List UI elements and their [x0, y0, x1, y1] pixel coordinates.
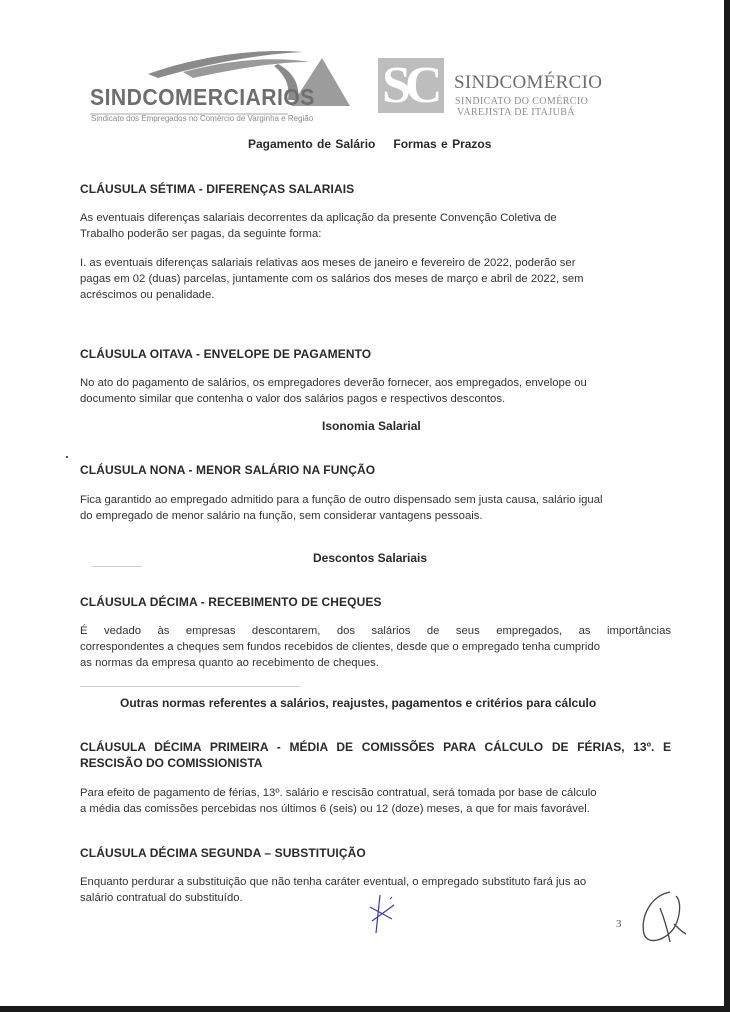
scan-edge-bottom [0, 1006, 730, 1012]
left-logo-name: SINDCOMERCIARIOS [90, 84, 315, 110]
handwritten-initial-icon [368, 893, 398, 937]
handwritten-signature-icon [630, 888, 690, 948]
text-line: documento similar que contenha o valor dos salários pagos e respectivos descontos. [80, 393, 506, 405]
clause-10-heading: CLÁUSULA DÉCIMA - RECEBIMENTO DE CHEQUES [80, 595, 382, 609]
sc-monogram-icon [378, 58, 444, 113]
clause-7-heading: CLÁUSULA SÉTIMA - DIFERENÇAS SALARIAIS [80, 182, 355, 196]
scan-edge-right [724, 0, 730, 1012]
clause-10-paragraph [80, 623, 671, 671]
text-line: É vedado às empresas descontarem, dos salários de seus empregados, as importâncias [80, 625, 671, 637]
text-line: salário contratual do substituído. [80, 892, 243, 904]
heading-line: CLÁUSULA DÉCIMA PRIMEIRA - MÉDIA DE COMISSÕES PARA CÁLCULO DE FÉRIAS, 13º. E [80, 740, 671, 754]
clause-9-heading: CLÁUSULA NONA - MENOR SALÁRIO NA FUNÇÃO [80, 463, 376, 477]
section-outras-normas: Outras normas referentes a salários, reajustes, pagamentos e critérios para cálculo [120, 696, 597, 710]
clause-7-paragraph-1 [80, 210, 671, 242]
clause-9-paragraph [80, 492, 671, 524]
title-part2: Formas e Prazos [393, 137, 492, 151]
text-line: Trabalho poderão ser pagas, da seguinte forma: [80, 228, 322, 240]
text-line: Para efeito de pagamento de férias, 13º. salário e rescisão contratual, será tomada por base de cálculo [80, 787, 597, 799]
heading-line: RESCISÃO DO COMISSIONISTA [80, 756, 263, 770]
text-line: No ato do pagamento de salários, os empregadores deverão fornecer, aos empregados, envelope ou [80, 377, 587, 389]
clause-8-paragraph [80, 375, 671, 407]
clause-7-paragraph-2 [80, 255, 671, 303]
text-line: a média das comissões percebidas nos últimos 6 (seis) ou 12 (doze) meses, a que for mais favorável. [80, 803, 590, 815]
section-isonomia: Isonomia Salarial [322, 419, 421, 433]
text-line: I. as eventuais diferenças salariais relativas aos meses de janeiro e fevereiro de 2022, poderão ser [80, 257, 576, 269]
scan-artifact-line [80, 686, 300, 687]
text-line: do empregado de menor salário na função, sem considerar vantagens pessoais. [80, 510, 483, 522]
scan-speck [66, 456, 68, 458]
sc-monogram-text: SC [382, 58, 437, 113]
page-title [248, 137, 491, 151]
right-logo-sub2: VAREJISTA DE ITAJUBÁ [457, 107, 575, 118]
right-logo-name: SINDCOMÉRCIO [454, 72, 603, 93]
sindcomercio-logo [378, 58, 638, 118]
clause-11-heading [80, 739, 671, 771]
page-number: 3 [616, 918, 622, 930]
clause-11-paragraph [80, 785, 671, 817]
title-part1: Pagamento de Salário [248, 137, 376, 151]
text-line: as normas da empresa quanto ao recebimento de cheques. [80, 657, 379, 669]
text-line: pagas em 02 (duas) parcelas, juntamente com os salários dos meses de março e abril de 2022, sem [80, 273, 584, 285]
text-line: correspondentes a cheques sem fundos recebidos de clientes, desde que o empregado tenha cumprido [80, 641, 600, 653]
text-line: Fica garantido ao empregado admitido para a função de outro dispensado sem justa causa, salário igual [80, 494, 603, 506]
text-line: Enquanto perdurar a substituição que não tenha caráter eventual, o empregado substituto fará jus ao [80, 876, 587, 888]
clause-12-heading: CLÁUSULA DÉCIMA SEGUNDA – SUBSTITUIÇÃO [80, 846, 366, 860]
section-descontos: Descontos Salariais [313, 551, 428, 565]
left-logo-tagline: Sindicato dos Empregados no Comércio de Varginha e Região [91, 114, 314, 123]
text-line: As eventuais diferenças salariais decorrentes da aplicação da presente Convenção Coletiva de [80, 212, 557, 224]
text-line: acréscimos ou penalidade. [80, 289, 215, 301]
scan-artifact-line [92, 566, 142, 567]
right-logo-sub1: SINDICATO DO COMÉRCIO [455, 96, 589, 107]
sindcomerciarios-logo [88, 44, 353, 130]
clause-8-heading: CLÁUSULA OITAVA - ENVELOPE DE PAGAMENTO [80, 347, 372, 361]
